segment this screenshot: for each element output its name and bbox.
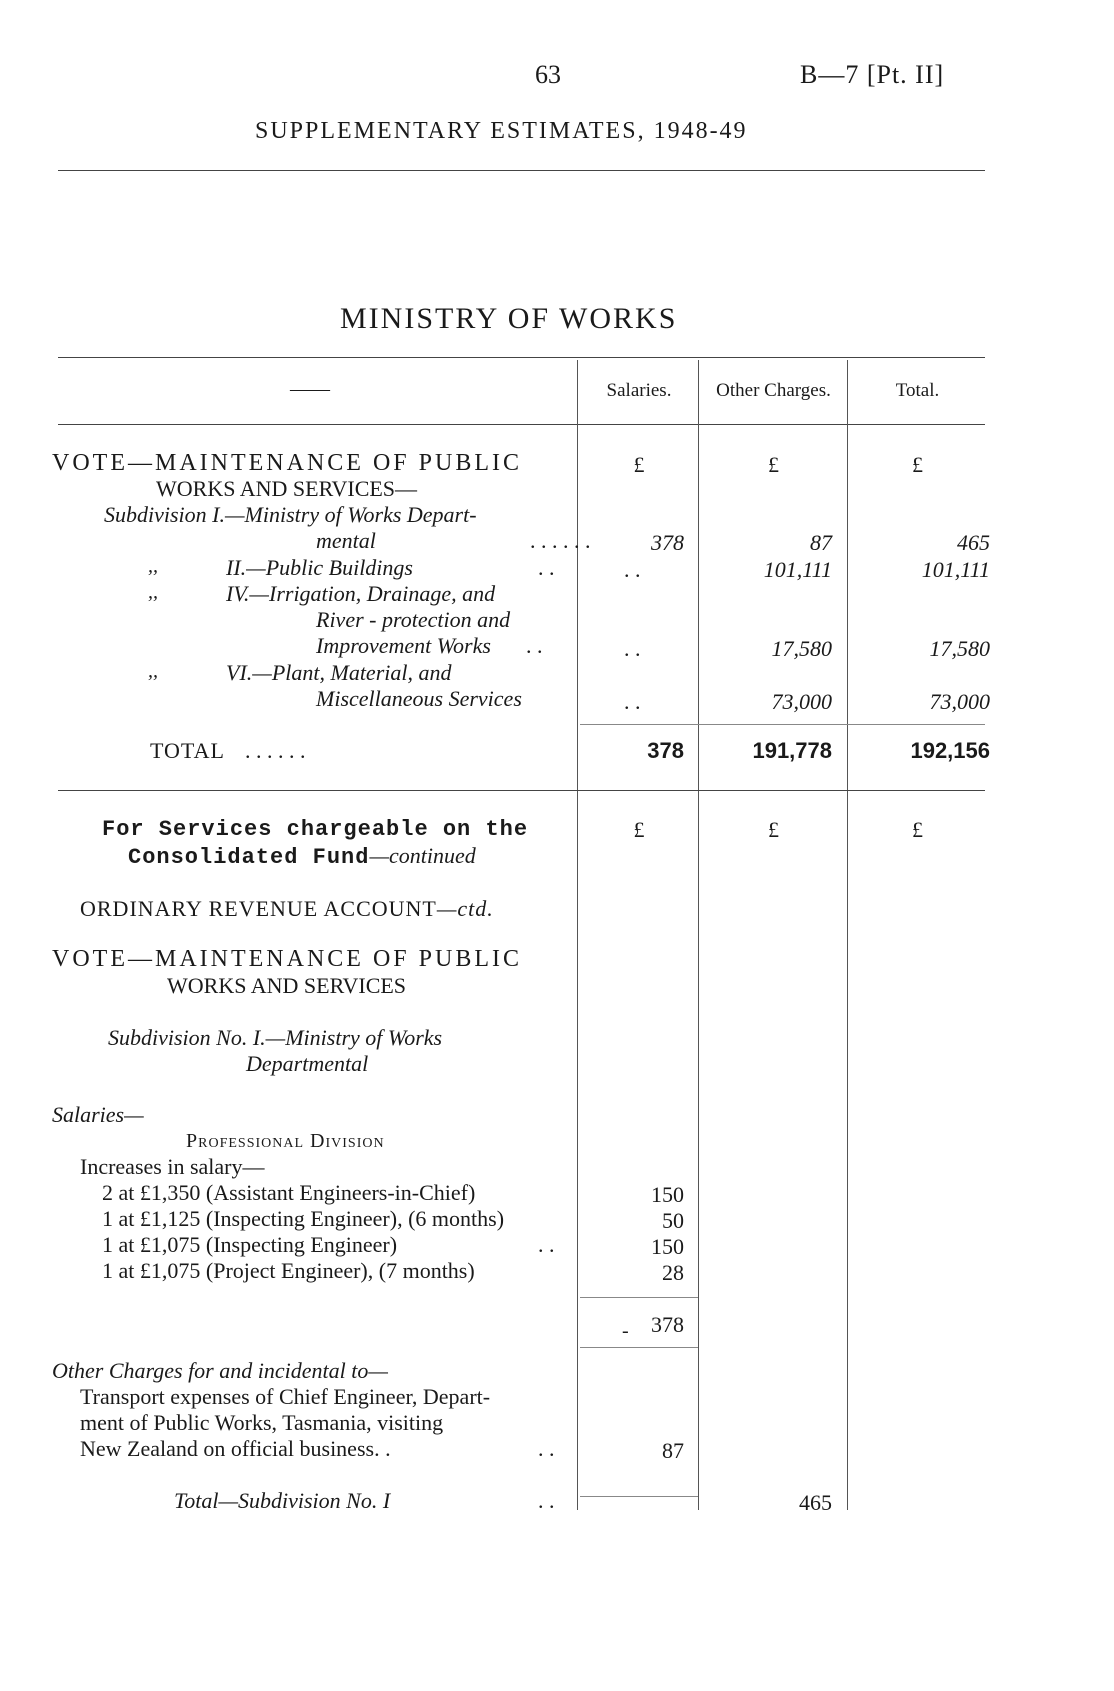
ordinary-revenue-heading	[80, 896, 494, 922]
continued-label: —continued	[369, 843, 476, 868]
document-reference: B—7 [Pt. II]	[800, 60, 945, 89]
summary-subdivision-4-label-cont2: Improvement Works	[316, 633, 491, 658]
transport-text-cont2: New Zealand on official business. .	[80, 1436, 391, 1461]
section-title: MINISTRY OF WORKS	[340, 302, 678, 335]
salaries-heading: Salaries—	[52, 1102, 144, 1127]
currency-total: £	[912, 452, 923, 477]
leader-dots: . .	[526, 633, 543, 658]
column-header-other-charges: Other Charges.	[716, 380, 831, 401]
summary-subdivision-2-other: 101,111	[763, 557, 832, 582]
ditto-mark: ,,	[148, 581, 158, 603]
summary-total-rule	[580, 724, 985, 725]
increases-heading: Increases in salary—	[80, 1154, 265, 1179]
consolidated-heading-cont	[128, 843, 476, 870]
subdivision-total-label: Total—Subdivision No. I	[174, 1488, 391, 1513]
leader-dots: . .	[538, 1488, 555, 1513]
consolidated-heading: For Services chargeable on the	[102, 817, 529, 842]
summary-subdivision-6-label-cont: Miscellaneous Services	[316, 686, 522, 711]
column-header-rule	[58, 424, 985, 425]
column-rule-total	[847, 360, 848, 1510]
ditto-mark: ,,	[148, 555, 158, 577]
currency-other-charges: £	[768, 817, 779, 842]
summary-subdivision-6-total: 73,000	[929, 689, 990, 714]
summary-total-label: TOTAL	[150, 738, 225, 763]
page-number: 63	[535, 60, 561, 89]
summary-total-salaries: 378	[647, 738, 684, 763]
summary-subdivision-6-label: VI.—Plant, Material, and	[226, 660, 452, 685]
column-header-blank: ——	[290, 378, 330, 400]
salary-item-4-text: 1 at £1,075 (Project Engineer), (7 months)	[102, 1258, 475, 1283]
column-header-salaries: Salaries.	[606, 380, 672, 401]
column-header-total: Total.	[895, 380, 940, 401]
column-rule-other-charges	[698, 360, 699, 1510]
salary-item-1-text: 2 at £1,350 (Assistant Engineers-in-Chief)	[102, 1180, 476, 1205]
summary-subdivision-2-label: II.—Public Buildings	[226, 555, 413, 580]
subdivision-total-value: 465	[799, 1490, 832, 1515]
salaries-subtotal-value: 378	[651, 1312, 684, 1337]
salary-item-2-value: 50	[662, 1208, 684, 1233]
summary-subdivision-1-salaries: 378	[651, 530, 684, 555]
detail-subdivision-title-cont: Departmental	[246, 1051, 369, 1076]
salaries-subtotal-rule	[580, 1297, 698, 1298]
currency-salaries: £	[633, 452, 645, 477]
ordinary-revenue-label: ORDINARY REVENUE ACCOUNT	[80, 896, 437, 921]
salary-item-3-value: 150	[651, 1234, 684, 1259]
leader-dots: . .	[538, 1436, 555, 1461]
leader-dots: . . . . . .	[530, 528, 591, 553]
summary-subdivision-4-total: 17,580	[929, 636, 990, 661]
section-break-rule	[58, 790, 985, 791]
other-charges-heading: Other Charges for and incidental to—	[52, 1358, 388, 1383]
header-rule	[58, 170, 985, 171]
detail-subdivision-title: Subdivision No. I.—Ministry of Works	[108, 1025, 443, 1050]
ditto-mark: ,,	[148, 660, 158, 682]
leader-dots: . .	[538, 1232, 555, 1257]
subtotal-dash-mark: -	[622, 1320, 629, 1342]
summary-subdivision-1-label-cont: mental	[316, 528, 376, 553]
summary-subdivision-4-label: IV.—Irrigation, Drainage, and	[226, 581, 496, 606]
transport-text-cont: ment of Public Works, Tasmania, visiting	[80, 1410, 444, 1435]
detail-vote-subtitle: WORKS AND SERVICES	[167, 973, 407, 998]
currency-other-charges: £	[768, 452, 779, 477]
summary-total-grand: 192,156	[910, 738, 990, 763]
ctd-label: —ctd.	[436, 896, 494, 921]
summary-subdivision-1-total: 465	[957, 530, 990, 555]
summary-subdivision-1-other: 87	[810, 530, 832, 555]
summary-subdivision-2-total: 101,111	[921, 557, 990, 582]
summary-subdivision-2-salaries-blank: . .	[624, 557, 641, 582]
currency-salaries: £	[633, 817, 645, 842]
leader-dots: . .	[538, 555, 555, 580]
transport-text: Transport expenses of Chief Engineer, Depart-	[80, 1384, 491, 1409]
consolidated-fund-label: Consolidated Fund	[128, 845, 370, 870]
salaries-subtotal-rule-bottom	[580, 1347, 698, 1348]
summary-total-other: 191,778	[752, 738, 832, 763]
subdivision-total-rule	[580, 1496, 698, 1497]
salary-item-2-text: 1 at £1,125 (Inspecting Engineer), (6 months)	[102, 1206, 505, 1231]
currency-total: £	[912, 817, 923, 842]
summary-subdivision-4-salaries-blank: . .	[624, 636, 641, 661]
summary-vote-title: VOTE—MAINTENANCE OF PUBLIC	[52, 450, 522, 476]
professional-division-heading: Professional Division	[186, 1130, 385, 1152]
salary-item-3-text: 1 at £1,075 (Inspecting Engineer)	[102, 1232, 398, 1257]
summary-subdivision-4-label-cont: River - protection and	[316, 607, 511, 632]
summary-subdivision-1-label: Subdivision I.—Ministry of Works Depart-	[104, 502, 477, 527]
table-top-rule	[58, 357, 985, 358]
salary-item-4-value: 28	[662, 1260, 684, 1285]
summary-subdivision-6-other: 73,000	[771, 689, 832, 714]
detail-vote-title: VOTE—MAINTENANCE OF PUBLIC	[52, 946, 522, 972]
summary-vote-subtitle: WORKS AND SERVICES—	[156, 476, 418, 501]
summary-subdivision-4-other: 17,580	[771, 636, 832, 661]
salary-item-1-value: 150	[651, 1182, 684, 1207]
leader-dots: . . . . . .	[245, 738, 306, 763]
document-title: SUPPLEMENTARY ESTIMATES, 1948-49	[255, 118, 748, 144]
transport-value: 87	[662, 1438, 684, 1463]
summary-subdivision-6-salaries-blank: . .	[624, 689, 641, 714]
